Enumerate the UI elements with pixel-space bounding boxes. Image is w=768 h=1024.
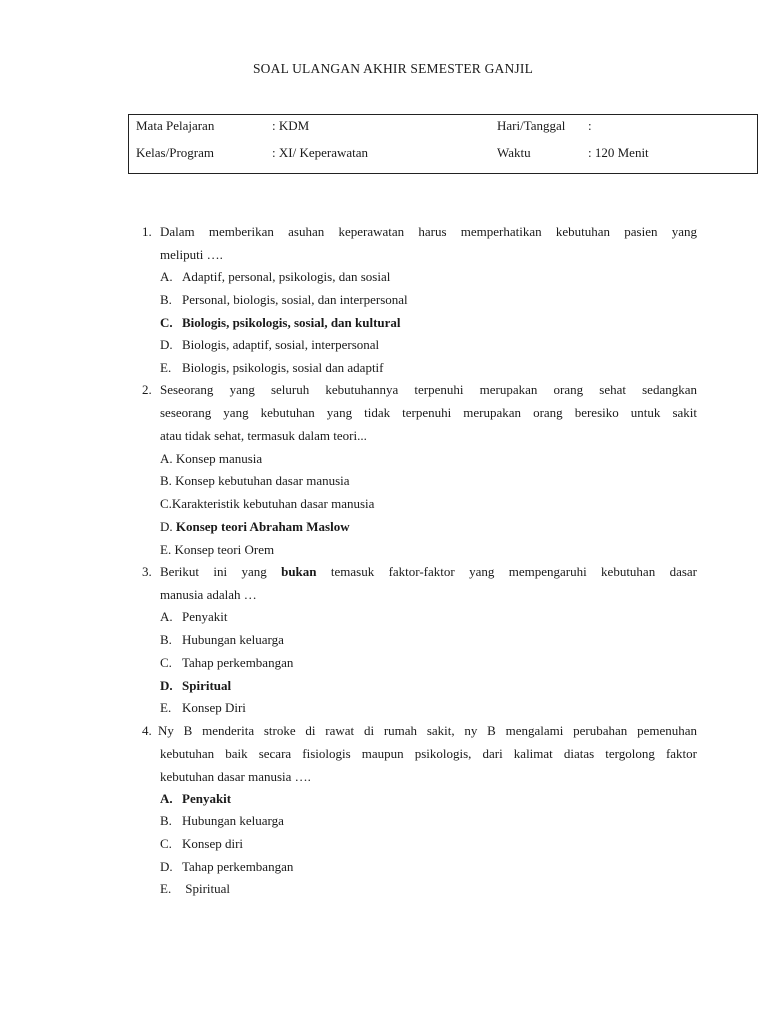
answer-option [160,881,230,897]
class-value: : XI/ Keperawatan [272,145,369,160]
option-text: Konsep teori Abraham Maslow [175,519,350,534]
answer-option [160,655,293,671]
answer-option [160,337,379,353]
date-value: : [588,118,592,133]
time-value: : 120 Menit [588,145,649,160]
class-label: Kelas/Program [136,145,214,160]
question-number: 4. [142,723,152,738]
question-text-part: temasuk faktor-faktor yang mempengaruhi kebutuhan dasar [316,564,697,579]
answer-option [160,473,350,489]
subject-label: Mata Pelajaran [136,118,215,133]
answer-option-correct [160,678,231,694]
option-letter: C. [160,496,172,511]
question-number: 3. [142,564,152,579]
option-letter: A. [160,791,173,806]
question-text-line: Ny B menderita stroke di rawat di rumah sakit, ny B mengalami perubahan pemenuhan [158,723,697,738]
option-letter: D. [160,519,173,534]
option-text: Hubungan keluarga [182,813,284,828]
option-letter: B. [160,292,172,307]
question-text-line: kebutuhan dasar manusia …. [160,769,311,784]
option-letter: D. [160,337,173,352]
answer-option [160,700,246,716]
question-number: 1. [142,224,152,239]
option-letter: C. [160,836,172,851]
option-text: Biologis, adaptif, sosial, interpersonal [182,337,380,352]
option-letter: C. [160,655,172,670]
option-text: Spiritual [182,881,231,896]
option-text: Spiritual [182,678,232,693]
option-text: Konsep teori Orem [174,542,275,557]
subject-value: : KDM [272,118,310,133]
option-letter: D. [160,678,173,693]
answer-option [160,496,374,512]
question-text-line: seseorang yang kebutuhan yang tidak terpenuhi merupakan orang beresiko untuk sakit [160,405,697,420]
option-text: Tahap perkembangan [182,655,294,670]
document-title: SOAL ULANGAN AKHIR SEMESTER GANJIL [252,61,534,76]
question-text-line: manusia adalah … [160,587,257,602]
answer-option [160,451,262,467]
option-text: Adaptif, personal, psikologis, dan sosial [182,269,391,284]
option-text: Penyakit [182,609,228,624]
option-letter: A. [160,609,173,624]
option-letter: E. [160,542,172,557]
option-text: Biologis, psikologis, sosial, dan kultural [182,315,401,330]
question-text-emphasis: bukan [281,564,317,579]
answer-option-correct [160,519,350,535]
answer-option [160,836,243,852]
question-text-line: Seseorang yang seluruh kebutuhannya terpenuhi merupakan orang sehat sedangkan [160,382,697,397]
answer-option-correct [160,315,401,331]
time-label: Waktu [497,145,531,160]
option-text: Karakteristik kebutuhan dasar manusia [171,496,375,511]
date-label: Hari/Tanggal [497,118,566,133]
option-letter: E. [160,881,172,896]
answer-option [160,813,284,829]
option-text: Tahap perkembangan [182,859,294,874]
answer-option-correct [160,791,231,807]
answer-option [160,292,408,308]
question-text-line [160,564,697,580]
question-number: 2. [142,382,152,397]
option-letter: D. [160,859,173,874]
option-text: Konsep Diri [182,700,246,715]
option-letter: E. [160,700,172,715]
answer-option [160,632,284,648]
option-text: Personal, biologis, sosial, dan interpersonal [182,292,408,307]
answer-option [160,360,384,376]
question-text-line: meliputi …. [160,247,223,262]
option-text: Penyakit [182,791,232,806]
option-letter: E. [160,360,172,375]
option-text: Konsep kebutuhan dasar manusia [175,473,350,488]
question-text-part: Berikut ini yang [160,564,282,579]
question-text-line: atau tidak sehat, termasuk dalam teori... [160,428,367,443]
option-letter: B. [160,813,172,828]
answer-option [160,859,293,875]
option-letter: C. [160,315,173,330]
answer-option [160,269,390,285]
option-letter: A. [160,451,173,466]
option-text: Biologis, psikologis, sosial dan adaptif [182,360,384,375]
option-letter: B. [160,473,172,488]
question-text-line: Dalam memberikan asuhan keperawatan harus memperhatikan kebutuhan pasien yang [160,224,697,239]
option-letter: A. [160,269,173,284]
option-letter: B. [160,632,172,647]
option-text: Hubungan keluarga [182,632,284,647]
option-text: Konsep manusia [175,451,263,466]
question-text-line: kebutuhan baik secara fisiologis maupun psikologis, dari kalimat diatas tergolong faktor [160,746,697,761]
option-text: Konsep diri [182,836,244,851]
answer-option [160,609,228,625]
answer-option [160,542,274,558]
